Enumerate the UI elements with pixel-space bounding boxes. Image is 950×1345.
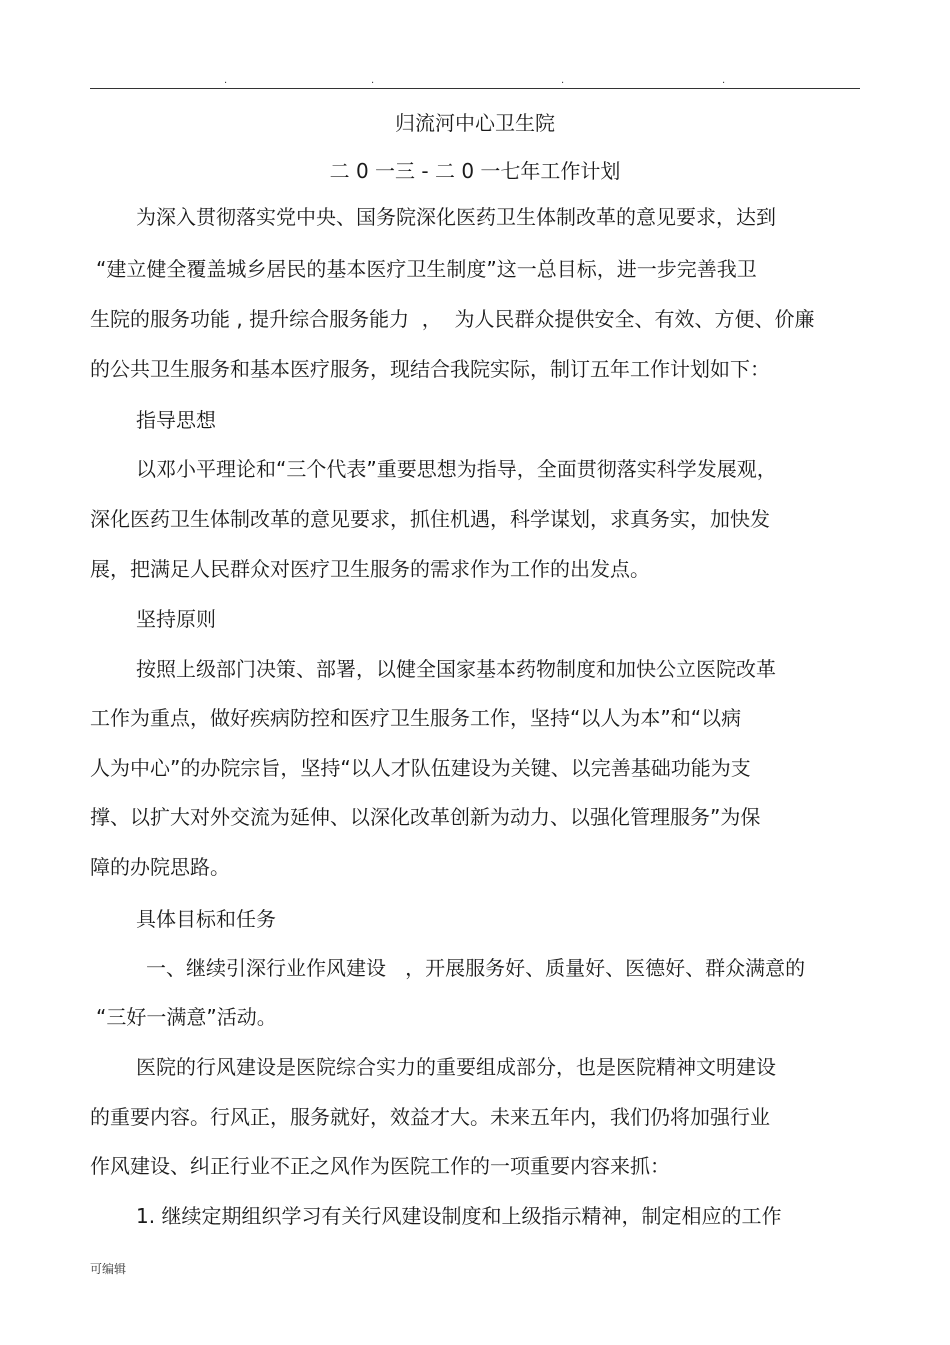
section-heading: 指导思想 xyxy=(136,408,216,432)
body-line: 的公共卫生服务和基本医疗服务，现结合我院实际，制订五年工作计划如下： xyxy=(90,357,770,381)
body-line: 以邓小平理论和“三个代表”重要思想为指导，全面贯彻落实科学发展观， xyxy=(136,457,777,481)
header-dot: . xyxy=(224,75,228,86)
body-line: 工作为重点，做好疾病防控和医疗卫生服务工作，坚持“以人为本”和“以病 xyxy=(90,706,742,730)
header-dot: . xyxy=(722,75,726,86)
header-rule xyxy=(90,88,860,89)
section-heading: 具体目标和任务 xyxy=(136,907,276,931)
body-line: 展，把满足人民群众对医疗卫生服务的需求作为工作的出发点。 xyxy=(90,557,650,581)
body-line: 的重要内容。行风正，服务就好，效益才大。未来五年内，我们仍将加强行业 xyxy=(90,1105,770,1129)
header-dots xyxy=(0,76,950,86)
body-line: “三好一满意”活动。 xyxy=(96,1005,277,1029)
body-line: 1. 继续定期组织学习有关行风建设制度和上级指示精神，制定相应的工作 xyxy=(136,1204,782,1228)
body-line: 人为中心”的办院宗旨，坚持“以人才队伍建设为关键、以完善基础功能为支 xyxy=(90,756,751,780)
body-line: 生院的服务功能 , 提升综合服务能力 ， 为人民群众提供安全、有效、方便、价廉 xyxy=(90,307,815,331)
body-line: 按照上级部门决策、部署，以健全国家基本药物制度和加快公立医院改革 xyxy=(136,657,776,681)
body-line: 深化医药卫生体制改革的意见要求，抓住机遇，科学谋划，求真务实，加快发 xyxy=(90,507,770,531)
footer-label: 可编辑 xyxy=(90,1262,127,1276)
section-heading: 坚持原则 xyxy=(136,607,216,631)
body-line: 障的办院思路。 xyxy=(90,855,230,879)
body-line: 一、继续引深行业作风建设 ，开展服务好、质量好、医德好、群众满意的 xyxy=(146,956,806,980)
body-line: 为深入贯彻落实党中央、国务院深化医药卫生体制改革的意见要求，达到 xyxy=(136,205,776,229)
document-subtitle: 二 0 一三 - 二 0 一七年工作计划 xyxy=(329,159,621,183)
body-line: 撑、以扩大对外交流为延伸、以深化改革创新为动力、以强化管理服务”为保 xyxy=(90,805,761,829)
body-line: 医院的行风建设是医院综合实力的重要组成部分，也是医院精神文明建设 xyxy=(136,1055,776,1079)
header-dot: . xyxy=(371,75,375,86)
body-line: “建立健全覆盖城乡居民的基本医疗卫生制度”这一总目标，进一步完善我卫 xyxy=(96,257,757,281)
document-title: 归流河中心卫生院 xyxy=(395,111,555,135)
body-line: 作风建设、纠正行业不正之风作为医院工作的一项重要内容来抓： xyxy=(90,1154,670,1178)
header-dot: . xyxy=(561,75,565,86)
